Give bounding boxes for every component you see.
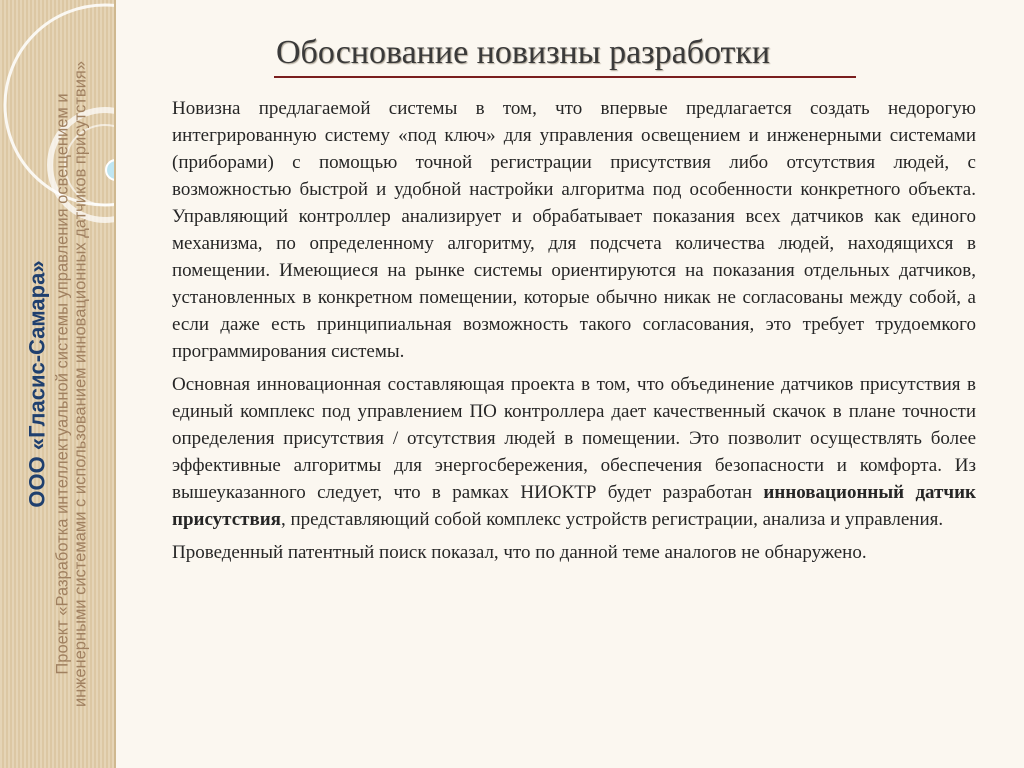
slide-body	[172, 95, 976, 572]
slide-title: Обоснование новизны разработки	[276, 34, 771, 71]
project-description: Проект «Разработка интеллектуальной системы управления освещением и инженерными системами с использованием инновационных датчиков присутствия»	[53, 60, 90, 708]
paragraph-innovation-start: Основная инновационная составляющая проекта в том, что объединение датчиков присутствия в единый комплекс под управлением ПО контроллера дает качественный скачок в плане точности определения присутствия / отсутствия людей в помещении. Это позволит осуществлять более эффективные алгоритмы для энергосбережения, обеспечения безопасности и комфорта. Из вышеуказанного следует, что в рамках НИОКТР будет разработан	[172, 374, 976, 503]
paragraph-patent-search: Проведенный патентный поиск показал, что по данной теме аналогов не обнаружено.	[172, 542, 867, 563]
sidebar-vertical-text	[25, 39, 90, 729]
paragraph-novelty: Новизна предлагаемой системы в том, что впервые предлагается создать недорогую интегрированную систему «под ключ» для управления освещением и инженерными системами (приборами) с помощью точной регистрации присутствия либо отсутствия людей, с возможностью быстрой и удобной настройки алгоритма под особенности конкретного объекта. Управляющий контроллер анализирует и обрабатывает показания всех датчиков как единого механизма, по определенному алгоритму, для подсчета количества людей, находящихся в помещении. Имеющиеся на рынке системы ориентируются на показания отдельных датчиков, установленных в конкретном помещении, которые обычно никак не согласованы между собой, а если даже есть принципиальная возможность такого согласования, это требует трудоемкого программирования системы.	[172, 98, 976, 362]
paragraph-innovation	[172, 371, 976, 533]
company-name: ООО «Гласис-Самара»	[24, 260, 50, 508]
title-underline	[274, 76, 856, 78]
sidebar	[0, 0, 116, 768]
paragraph-innovation-bold: инновационный датчик присутствия	[172, 482, 977, 530]
paragraph-innovation-end: , представляющий собой комплекс устройств регистрации, анализа и управления.	[280, 509, 944, 530]
